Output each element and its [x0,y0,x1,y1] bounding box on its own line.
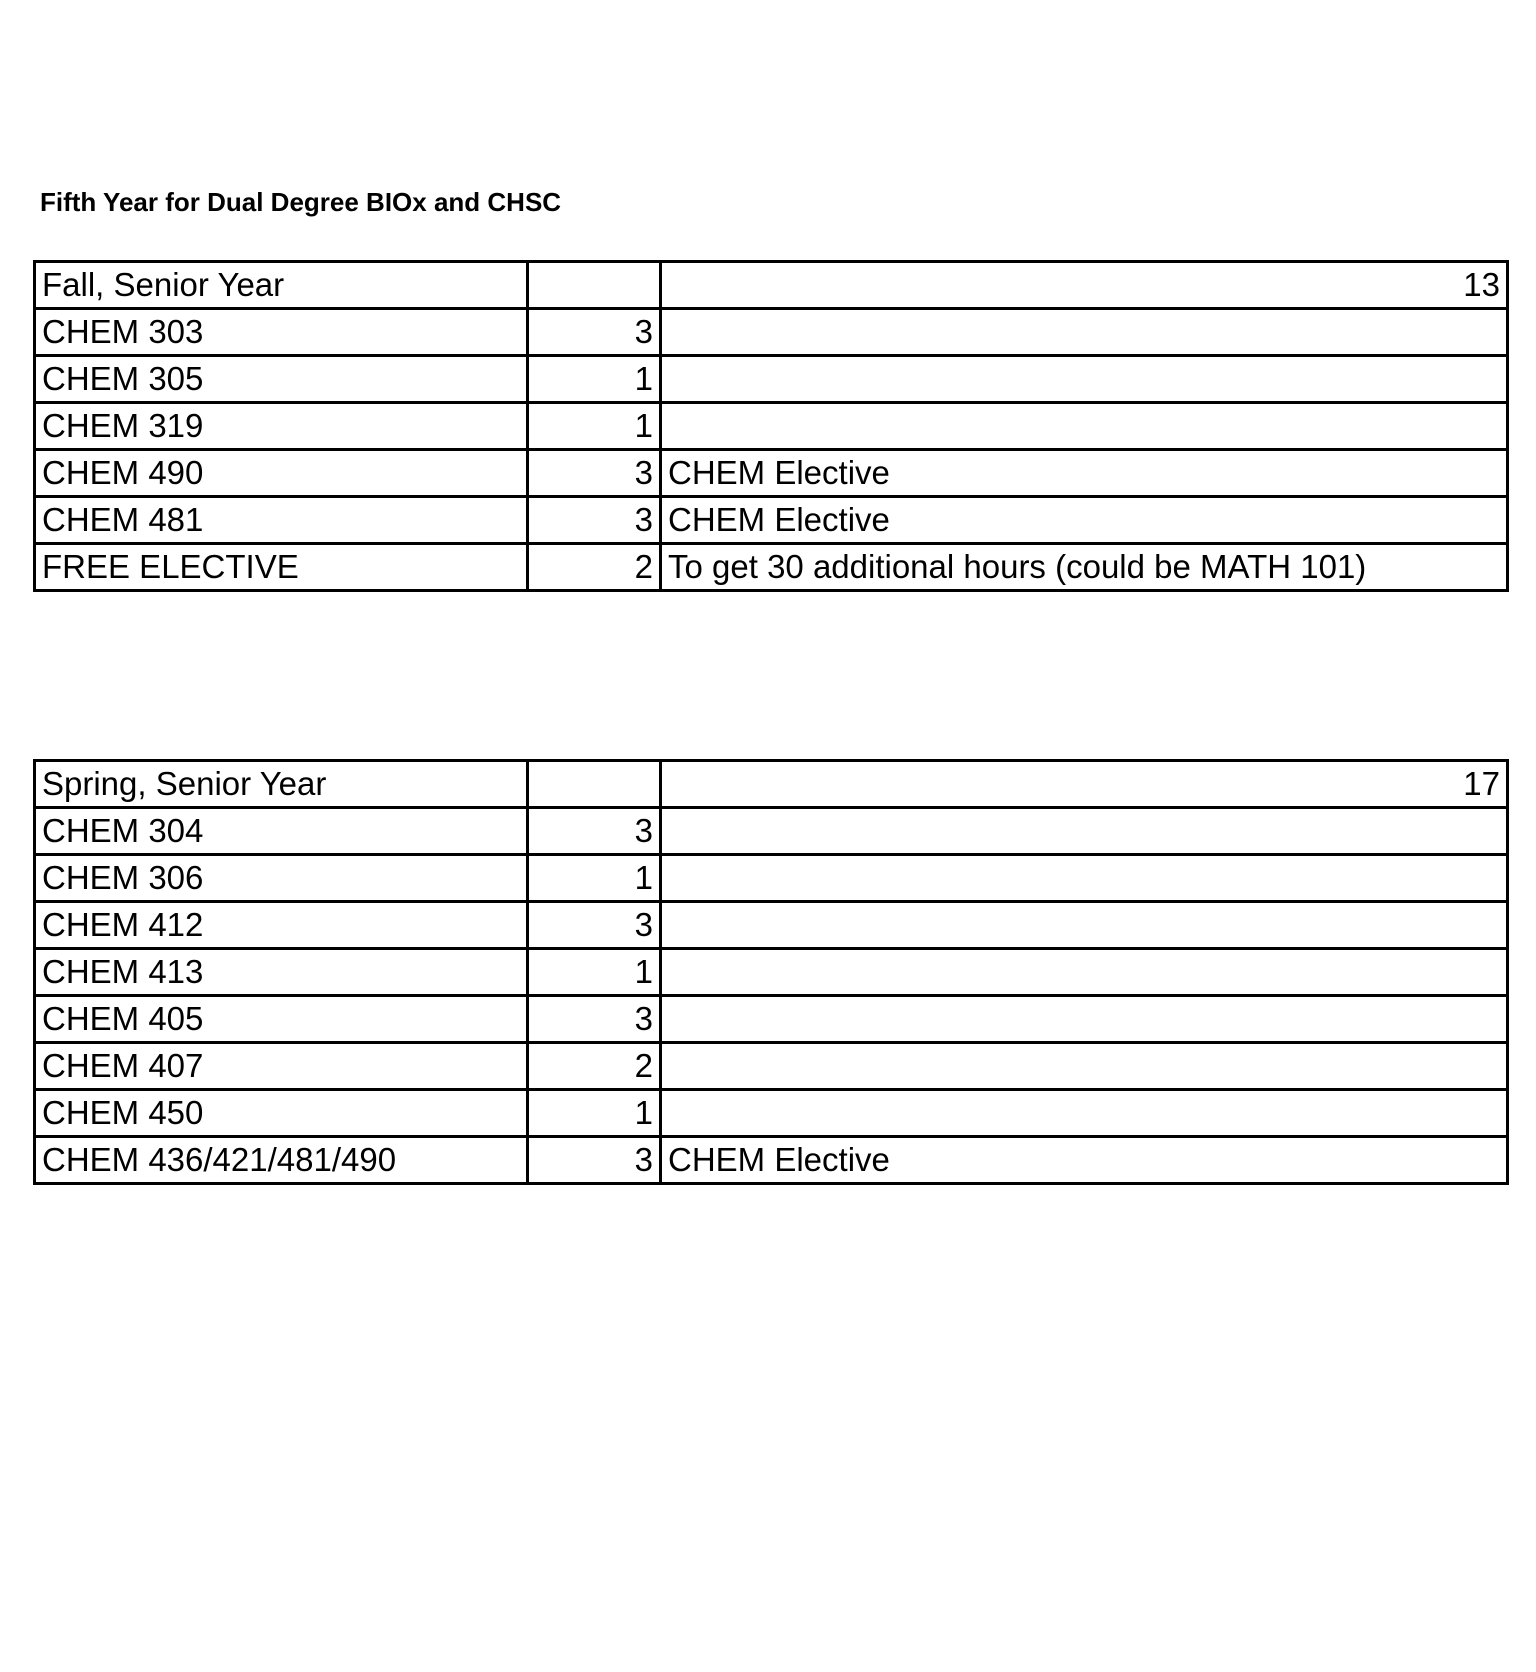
course-cell[interactable]: CHEM 450 [35,1090,528,1137]
credits-cell[interactable]: 1 [528,1090,661,1137]
credits-cell[interactable]: 1 [528,356,661,403]
course-cell[interactable]: CHEM 306 [35,855,528,902]
credits-cell[interactable]: 2 [528,544,661,591]
semester-total-cell[interactable]: 17 [661,761,1508,808]
credits-cell[interactable]: 1 [528,855,661,902]
table-row [35,356,1508,403]
credits-cell[interactable]: 3 [528,1137,661,1184]
table-row [35,403,1508,450]
table-header-row [35,761,1508,808]
course-cell[interactable]: CHEM 303 [35,309,528,356]
course-cell[interactable]: CHEM 304 [35,808,528,855]
spring-semester-table [33,759,1509,1185]
semester-total-cell[interactable]: 13 [661,262,1508,309]
course-cell[interactable]: CHEM 481 [35,497,528,544]
table-row [35,902,1508,949]
course-cell[interactable]: CHEM 407 [35,1043,528,1090]
header-credits-cell[interactable] [528,761,661,808]
table-row [35,450,1508,497]
course-cell[interactable]: CHEM 436/421/481/490 [35,1137,528,1184]
header-credits-cell[interactable] [528,262,661,309]
table-row [35,855,1508,902]
table-header-row [35,262,1508,309]
credits-cell[interactable]: 2 [528,1043,661,1090]
credits-cell[interactable]: 3 [528,902,661,949]
credits-cell[interactable]: 3 [528,450,661,497]
course-cell[interactable]: CHEM 305 [35,356,528,403]
table-row [35,309,1508,356]
semester-header-cell[interactable]: Fall, Senior Year [35,262,528,309]
course-cell[interactable]: CHEM 405 [35,996,528,1043]
page-title: Fifth Year for Dual Degree BIOx and CHSC [40,187,562,217]
note-cell[interactable] [661,1043,1508,1090]
table-row [35,1137,1508,1184]
table-row [35,1090,1508,1137]
note-cell[interactable] [661,808,1508,855]
credits-cell[interactable]: 1 [528,403,661,450]
table-row [35,497,1508,544]
credits-cell[interactable]: 3 [528,808,661,855]
note-cell[interactable] [661,902,1508,949]
course-cell[interactable]: CHEM 412 [35,902,528,949]
credits-cell[interactable]: 3 [528,309,661,356]
note-cell[interactable] [661,996,1508,1043]
table-row [35,808,1508,855]
note-cell[interactable]: CHEM Elective [661,450,1508,497]
note-cell[interactable] [661,855,1508,902]
course-cell[interactable]: CHEM 319 [35,403,528,450]
semester-header-cell[interactable]: Spring, Senior Year [35,761,528,808]
credits-cell[interactable]: 1 [528,949,661,996]
note-cell[interactable] [661,1090,1508,1137]
table-row [35,949,1508,996]
note-cell[interactable] [661,356,1508,403]
note-cell[interactable]: CHEM Elective [661,1137,1508,1184]
note-cell[interactable] [661,949,1508,996]
note-cell[interactable]: To get 30 additional hours (could be MATH 101) [661,544,1508,591]
table-row [35,1043,1508,1090]
note-cell[interactable] [661,309,1508,356]
credits-cell[interactable]: 3 [528,996,661,1043]
table-row [35,544,1508,591]
credits-cell[interactable]: 3 [528,497,661,544]
course-cell[interactable]: FREE ELECTIVE [35,544,528,591]
table-row [35,996,1508,1043]
course-cell[interactable]: CHEM 413 [35,949,528,996]
course-cell[interactable]: CHEM 490 [35,450,528,497]
note-cell[interactable]: CHEM Elective [661,497,1508,544]
fall-semester-table [33,260,1509,592]
note-cell[interactable] [661,403,1508,450]
